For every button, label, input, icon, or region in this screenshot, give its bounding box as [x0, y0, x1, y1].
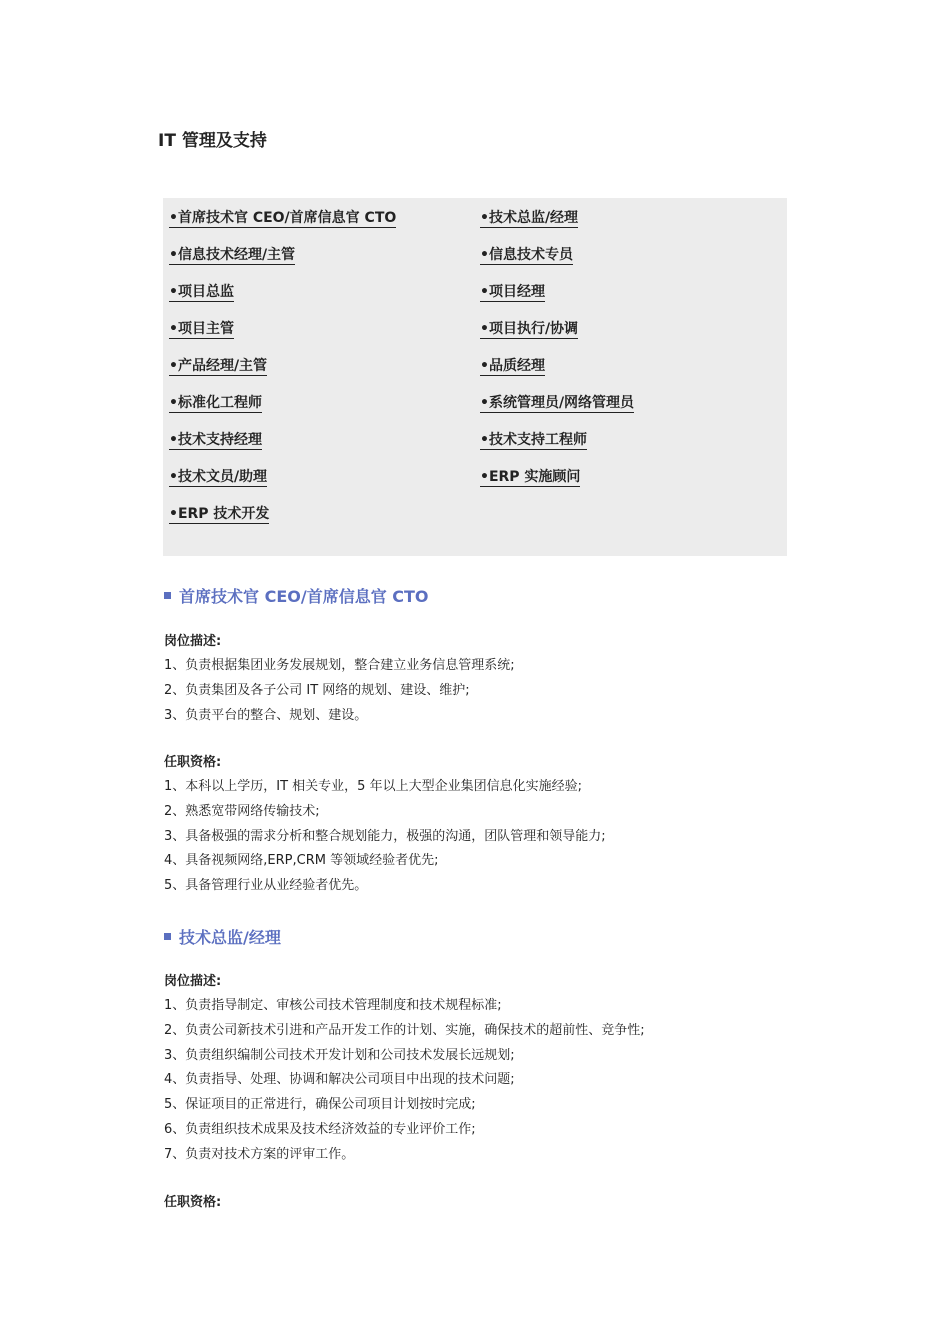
requirement-line: 4、具备视频网络,ERP,CRM 等领域经验者优先;	[164, 853, 439, 869]
toc-link-project-coordinator[interactable]: •项目执行/协调	[480, 321, 579, 337]
toc-link-cto[interactable]: •首席技术官 CEO/首席信息官 CTO	[169, 210, 397, 226]
toc-link-it-specialist[interactable]: •信息技术专员	[480, 247, 573, 263]
toc-link-product-manager[interactable]: •产品经理/主管	[169, 358, 268, 374]
description-line: 7、负责对技术方案的评审工作。	[164, 1146, 355, 1162]
requirements-label: 任职资格:	[164, 755, 222, 770]
toc-box	[163, 198, 787, 556]
requirement-line: 2、熟悉宽带网络传输技术;	[164, 803, 320, 819]
requirement-line: 1、本科以上学历，IT 相关专业，5 年以上大型企业集团信息化实施经验;	[164, 779, 582, 794]
description-line: 1、负责指导制定、审核公司技术管理制度和技术规程标准;	[164, 998, 502, 1013]
requirement-line: 5、具备管理行业从业经验者优先。	[164, 878, 368, 894]
description-line: 2、负责集团及各子公司 IT 网络的规划、建设、维护;	[164, 682, 470, 698]
toc-link-erp-consultant[interactable]: •ERP 实施顾问	[480, 469, 581, 485]
section-heading-tech-director: 技术总监/经理	[164, 925, 281, 948]
toc-link-tech-assistant[interactable]: •技术文员/助理	[169, 469, 268, 485]
job-requirements-cto	[164, 753, 606, 901]
page-title: IT 管理及支持	[158, 131, 267, 151]
requirements-label: 任职资格:	[164, 1195, 222, 1210]
description-line: 6、负责组织技术成果及技术经济效益的专业评价工作;	[164, 1121, 476, 1137]
toc-link-standardization-engineer[interactable]: •标准化工程师	[169, 395, 262, 411]
job-requirements-tech-director	[164, 1193, 221, 1217]
description-line: 3、负责平台的整合、规划、建设。	[164, 707, 368, 723]
section-heading-cto: 首席技术官 CEO/首席信息官 CTO	[164, 584, 429, 607]
description-label: 岗位描述:	[164, 634, 222, 649]
job-description-cto	[164, 632, 515, 730]
description-line: 4、负责指导、处理、协调和解决公司项目中出现的技术问题;	[164, 1072, 515, 1088]
square-bullet-icon	[164, 933, 171, 940]
toc-link-project-director[interactable]: •项目总监	[169, 284, 234, 300]
toc-link-project-manager[interactable]: •项目经理	[480, 284, 545, 300]
requirement-line: 3、具备极强的需求分析和整合规划能力，极强的沟通，团队管理和领导能力;	[164, 828, 606, 844]
toc-link-it-manager[interactable]: •信息技术经理/主管	[169, 247, 296, 263]
description-label: 岗位描述:	[164, 974, 222, 989]
toc-link-project-supervisor[interactable]: •项目主管	[169, 321, 234, 337]
description-line: 5、保证项目的正常进行，确保公司项目计划按时完成;	[164, 1097, 476, 1113]
job-description-tech-director	[164, 972, 645, 1170]
toc-column-left	[169, 207, 396, 540]
description-line: 1、负责根据集团业务发展规划，整合建立业务信息管理系统;	[164, 658, 515, 673]
description-line: 3、负责组织编制公司技术开发计划和公司技术发展长远规划;	[164, 1047, 515, 1063]
toc-link-tech-director[interactable]: •技术总监/经理	[480, 210, 579, 226]
toc-link-support-manager[interactable]: •技术支持经理	[169, 432, 262, 448]
description-line: 2、负责公司新技术引进和产品开发工作的计划、实施，确保技术的超前性、竞争性;	[164, 1022, 645, 1038]
toc-link-sysadmin[interactable]: •系统管理员/网络管理员	[480, 395, 635, 411]
toc-link-support-engineer[interactable]: •技术支持工程师	[480, 432, 587, 448]
toc-link-erp-developer[interactable]: •ERP 技术开发	[169, 506, 270, 522]
square-bullet-icon	[164, 592, 171, 599]
toc-link-quality-manager[interactable]: •品质经理	[480, 358, 545, 374]
toc-column-right	[480, 207, 634, 503]
